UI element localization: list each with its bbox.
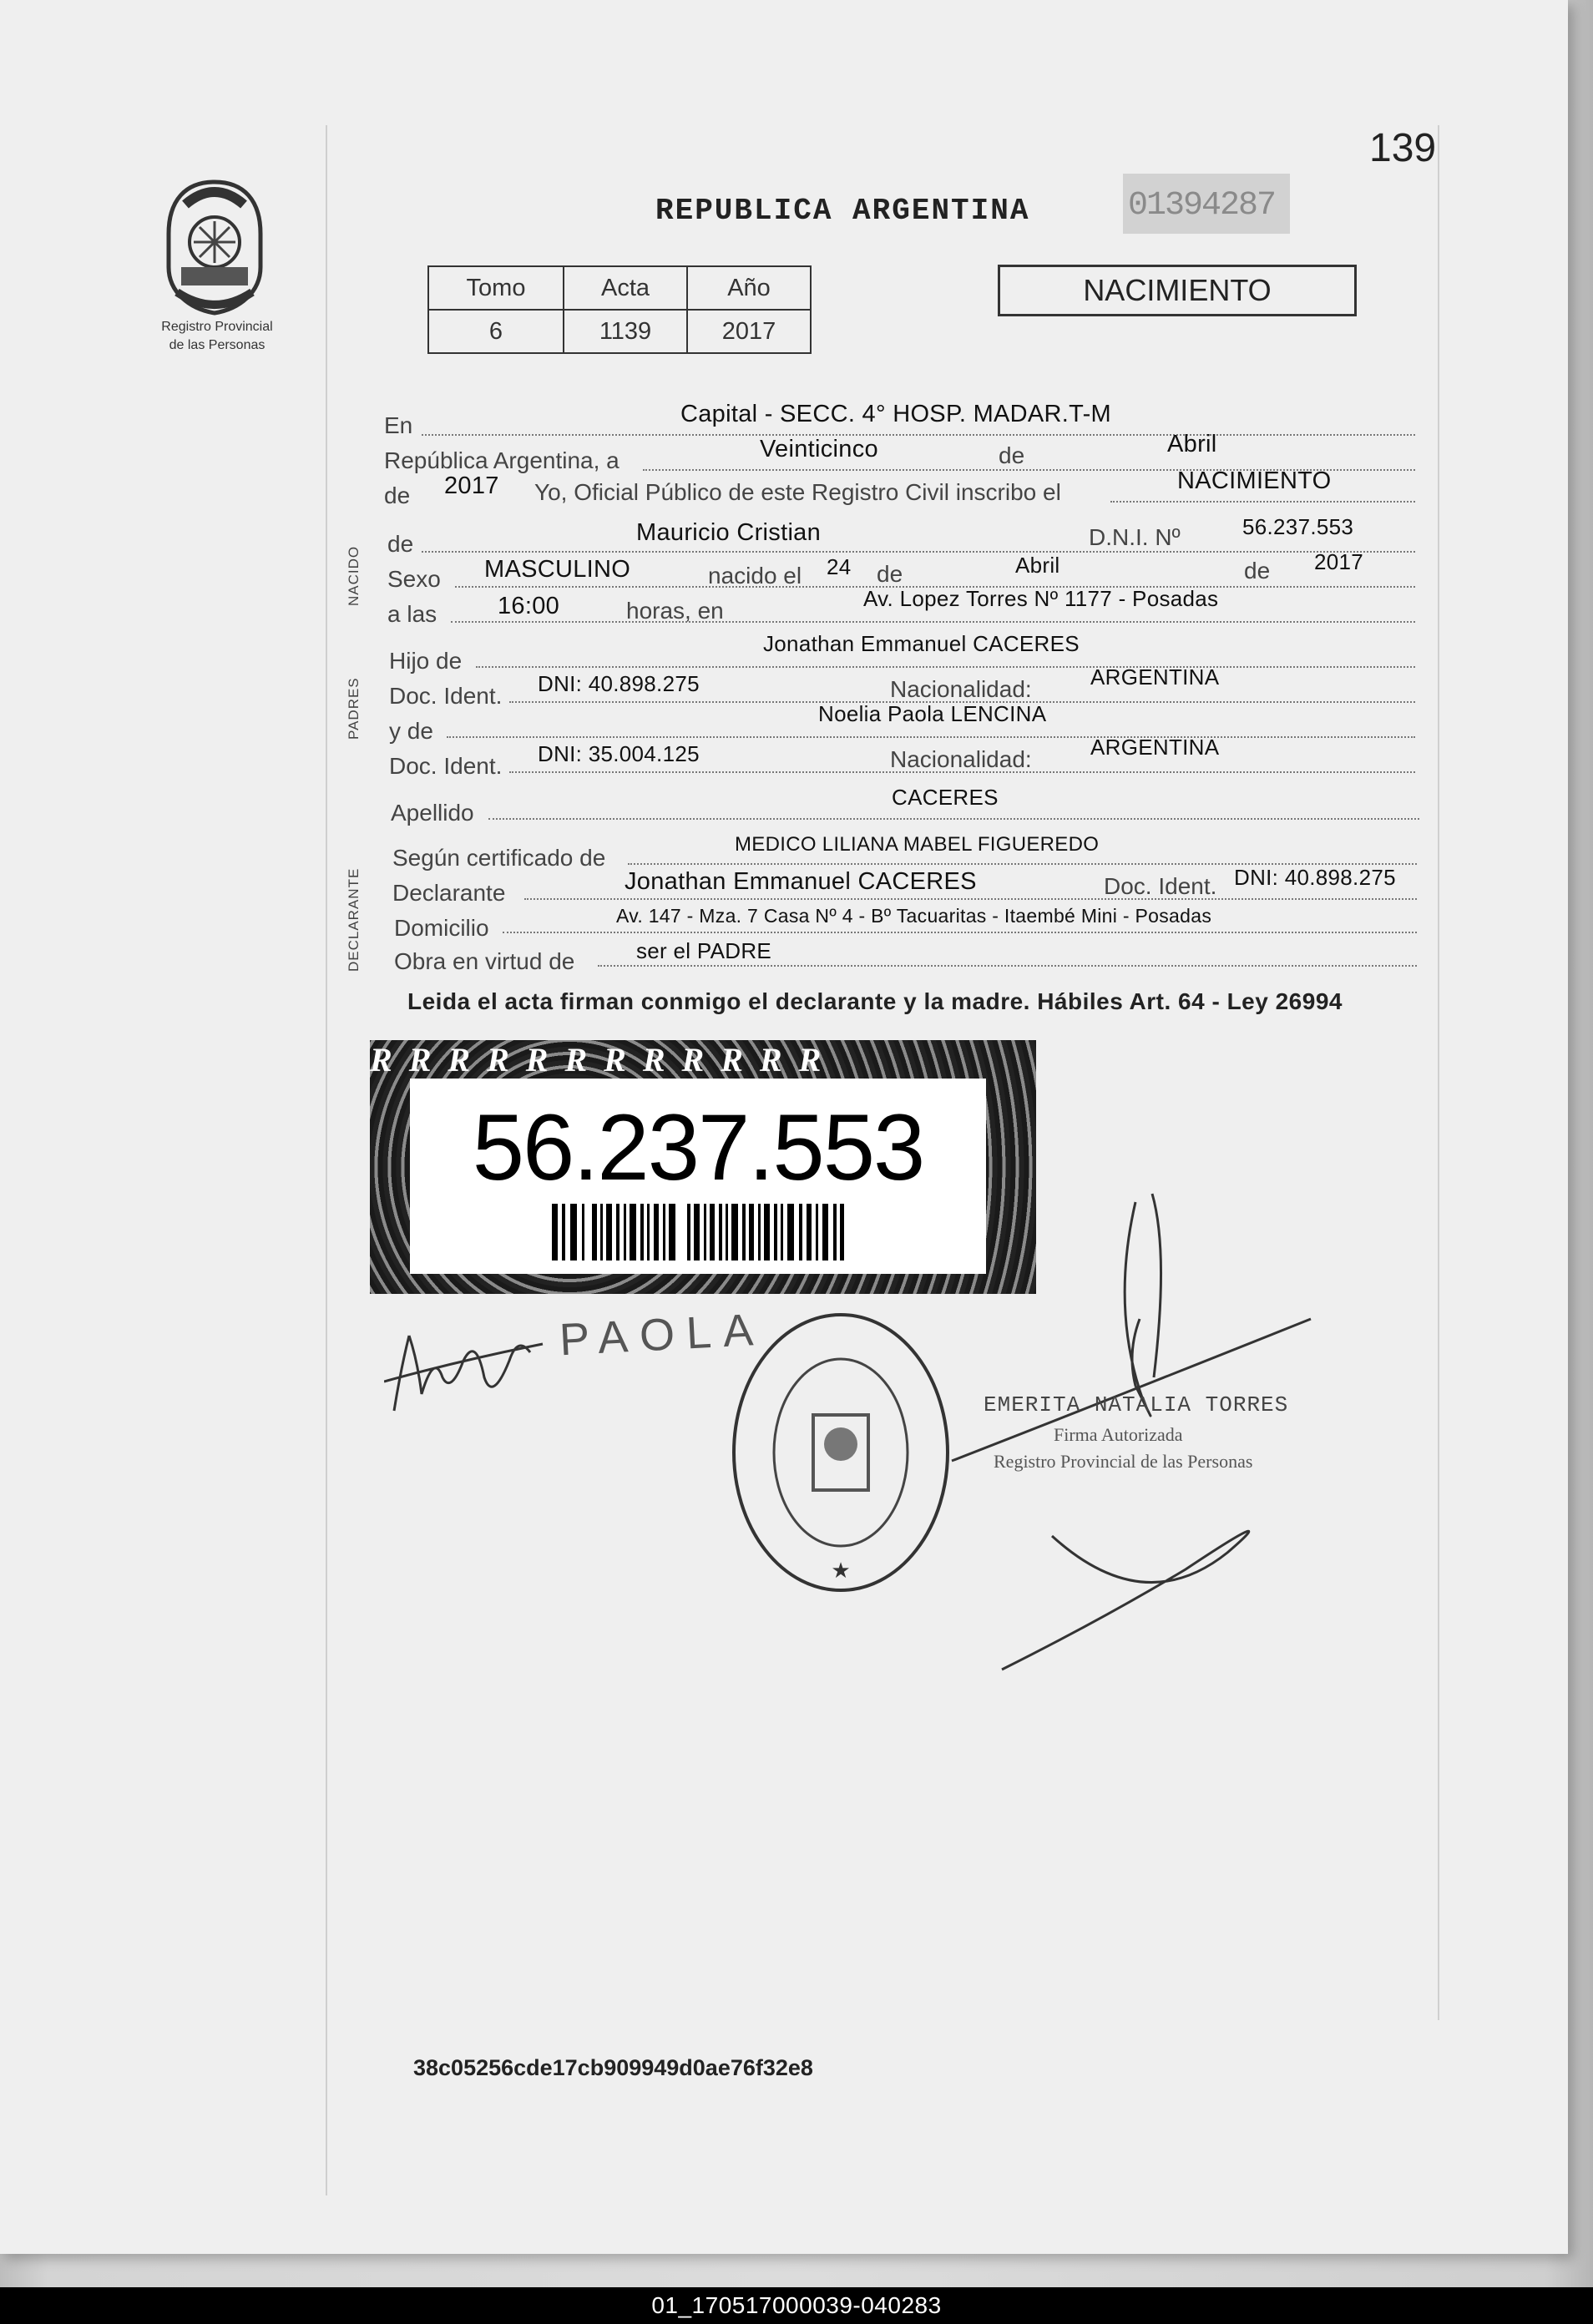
barcode-icon [552,1204,844,1261]
dotted-line [422,551,1415,553]
mother-name-value: Noelia Paola LENCINA [818,701,1047,726]
y-de-label: y de [389,718,433,744]
birth-place-value: Av. Lopez Torres Nº 1177 - Posadas [863,586,1219,611]
value-ano: 2017 [687,310,811,353]
child-dni-value: 56.237.553 [1242,514,1354,539]
domicilio-value: Av. 147 - Mza. 7 Casa Nº 4 - Bº Tacuaritas - Itaembé Mini - Posadas [616,905,1212,927]
de-label: de [1244,558,1271,584]
doc-ident-label: Doc. Ident. [1104,873,1217,899]
official-title-line-1: Firma Autorizada [1054,1424,1183,1445]
dotted-line [598,965,1417,967]
nacionalidad-label: Nacionalidad: [890,746,1032,772]
inscribo-value: NACIMIENTO [1177,467,1332,494]
sticker-pattern-letter: R [604,1041,643,1079]
apellido-value: CACERES [892,785,999,810]
right-margin-rule [1438,125,1439,2020]
child-name-value: Mauricio Cristian [636,519,822,546]
year-value: 2017 [444,472,499,499]
official-title-line-2: Registro Provincial de las Personas [994,1451,1253,1472]
yo-oficial-label: Yo, Oficial Público de este Registro Civil inscribo el [534,479,1061,505]
left-margin-rule [326,125,327,2195]
sticker-pattern-letter: R [798,1041,838,1079]
official-name: EMERITA NATALIA TORRES [984,1392,1289,1417]
sticker-pattern-letter: R [759,1041,799,1079]
section-label-padres: PADRES [346,677,362,740]
document-hash: 38c05256cde17cb909949d0ae76f32e8 [413,2055,813,2080]
horas-en-label: horas, en [626,598,724,624]
month-value: Abril [1167,431,1217,457]
sexo-value: MASCULINO [484,556,631,583]
dotted-line [422,434,1415,436]
dotted-line [451,621,1415,623]
closing-statement: Leida el acta firman conmigo el declarante y la madre. Hábiles Art. 64 - Ley 26994 [407,988,1343,1014]
a-las-label: a las [387,601,437,627]
mother-nationality-value: ARGENTINA [1090,735,1220,760]
de-label: de [387,531,414,557]
domicilio-label: Domicilio [394,915,489,941]
father-nationality-value: ARGENTINA [1090,664,1220,690]
logo-caption-line-1: Registro Provincial [161,320,273,334]
document-country-title: REPUBLICA ARGENTINA [655,194,1030,228]
republica-label: República Argentina, a [384,447,620,473]
obra-value: ser el PADRE [636,938,772,963]
birth-time-value: 16:00 [498,593,560,619]
dotted-line [447,736,1415,738]
de-label: de [999,442,1025,468]
declarante-label: Declarante [392,880,506,906]
logo-caption-line-2: de las Personas [169,338,266,352]
sticker-pattern-row [370,1040,1036,1082]
hijo-de-label: Hijo de [389,648,463,674]
obra-en-virtud-label: Obra en virtud de [394,948,575,974]
de-label: de [877,561,903,587]
doc-ident-label: Doc. Ident. [389,683,503,709]
dotted-line [1110,501,1415,503]
birth-year-value: 2017 [1314,549,1364,574]
sticker-pattern-letter: R [408,1041,448,1079]
header-tomo: Tomo [428,266,564,310]
footer-bar [0,2287,1593,2324]
de-label: de [384,482,411,508]
birth-month-value: Abril [1015,553,1060,578]
sticker-pattern-letter: R [487,1041,526,1079]
sticker-pattern-letter: R [642,1041,682,1079]
official-stamp-icon [720,1302,962,1603]
registry-table [427,265,812,354]
doc-ident-label: Doc. Ident. [389,753,503,779]
sexo-label: Sexo [387,566,441,592]
segun-certificado-label: Según certificado de [392,845,606,871]
apellido-label: Apellido [391,800,474,826]
sticker-pattern-letter: R [721,1041,760,1079]
place-value: Capital - SECC. 4° HOSP. MADAR.T-M [680,401,1111,427]
dotted-line [476,666,1415,668]
province-crest-icon [152,175,277,317]
svg-text:★: ★ [831,1558,851,1583]
sticker-pattern-letter: R [448,1041,488,1079]
father-doc-value: DNI: 40.898.275 [538,671,700,696]
header-acta: Acta [564,266,687,310]
footer-file-id: 01_170517000039-040283 [651,2292,942,2318]
value-tomo: 6 [428,310,564,353]
nacionalidad-label: Nacionalidad: [890,676,1032,702]
sticker-pattern-letter: R [564,1041,604,1079]
page-number: 139 [1369,126,1437,170]
mother-handwritten-name: PAOLA [558,1304,766,1366]
dotted-line [503,932,1417,933]
serial-number: 01394287 [1128,187,1276,225]
registry-table-value-row [428,310,811,353]
en-label: En [384,412,413,438]
serial-number-box [1123,174,1290,234]
dni-label: D.N.I. Nº [1089,524,1181,550]
value-acta: 1139 [564,310,687,353]
mother-signature-icon [384,1302,551,1427]
dotted-line [524,898,1417,900]
certificado-value: MEDICO LILIANA MABEL FIGUEREDO [735,833,1100,856]
certificate-type-box: NACIMIENTO [998,265,1357,316]
declarante-doc-value: DNI: 40.898.275 [1234,865,1396,890]
nacido-el-label: nacido el [708,563,802,589]
mother-doc-value: DNI: 35.004.125 [538,741,700,766]
sticker-pattern-letter: R [681,1041,721,1079]
registry-logo [134,175,301,354]
registry-table-header-row [428,266,811,310]
father-name-value: Jonathan Emmanuel CACERES [763,631,1080,656]
section-label-declarante: DECLARANTE [346,867,362,972]
sticker-dni-number: 56.237.553 [472,1095,924,1200]
day-value: Veinticinco [760,436,878,462]
birth-day-value: 24 [827,554,852,579]
sticker-pattern-letter: R [525,1041,565,1079]
section-label-nacido: NACIDO [346,545,362,606]
header-ano: Año [687,266,811,310]
declarante-name-value: Jonathan Emmanuel CACERES [625,868,977,895]
sticker-label [410,1079,986,1274]
dotted-line [488,818,1419,820]
sticker-pattern-letter: R [370,1041,409,1079]
